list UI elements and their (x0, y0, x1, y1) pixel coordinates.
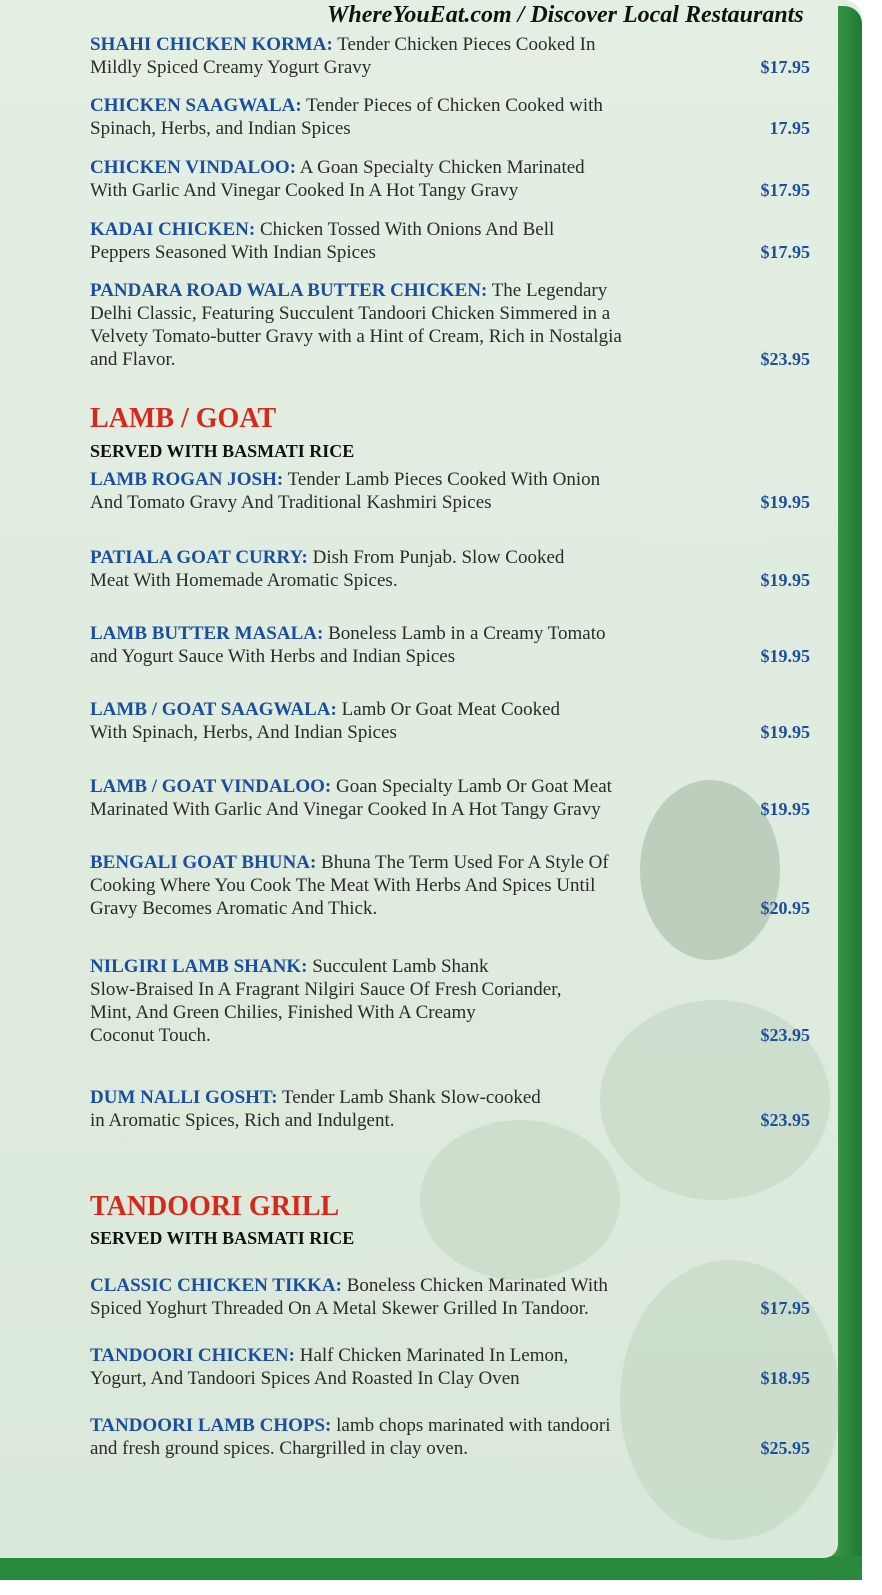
item-text (90, 1344, 710, 1390)
item-price: $23.95 (760, 1025, 810, 1045)
menu-item (90, 698, 810, 744)
item-description: Tender Pieces of Chicken Cooked with Spinach, Herbs, and Indian Spices (90, 95, 603, 139)
item-name: LAMB / GOAT SAAGWALA: (90, 699, 337, 720)
item-name: CHICKEN SAAGWALA: (90, 95, 302, 116)
item-description: Succulent Lamb Shank Slow-Braised In A Fragrant Nilgiri Sauce Of Fresh Coriander, Mint, And Green Chilies, Finished With A Creamy Coconut Touch. (90, 956, 562, 1046)
item-name: LAMB ROGAN JOSH: (90, 469, 284, 490)
menu-item (90, 546, 810, 592)
section-title: LAMB / GOAT (90, 403, 277, 434)
menu-item (90, 775, 810, 821)
menu-item (90, 156, 810, 202)
item-price: 17.95 (769, 118, 810, 138)
item-price: $17.95 (760, 57, 810, 77)
section-title: TANDOORI GRILL (90, 1191, 340, 1222)
section-subtitle: SERVED WITH BASMATI RICE (90, 1228, 355, 1248)
item-name: LAMB / GOAT VINDALOO: (90, 776, 332, 797)
item-price: $19.95 (760, 799, 810, 819)
item-description: Boneless Lamb in a Creamy Tomato and Yogurt Sauce With Herbs and Indian Spices (90, 623, 606, 667)
item-price: $20.95 (760, 898, 810, 918)
item-name: CHICKEN VINDALOO: (90, 157, 297, 178)
item-text (90, 1414, 710, 1460)
item-description: Bhuna The Term Used For A Style Of Cooking Where You Cook The Meat With Herbs And Spices Until Gravy Becomes Aromatic And Thick. (90, 852, 609, 919)
item-text (90, 94, 710, 140)
item-text (90, 218, 710, 264)
item-price: $19.95 (760, 492, 810, 512)
green-border-bottom (0, 1556, 862, 1580)
item-price: $23.95 (760, 349, 810, 369)
menu-item (90, 468, 810, 514)
item-text (90, 622, 710, 668)
menu-item (90, 622, 810, 668)
item-name: PATIALA GOAT CURRY: (90, 547, 308, 568)
menu-item (90, 218, 810, 264)
item-name: DUM NALLI GOSHT: (90, 1087, 278, 1108)
item-price: $19.95 (760, 722, 810, 742)
item-name: KADAI CHICKEN: (90, 219, 256, 240)
menu-item (90, 955, 810, 1047)
item-text (90, 955, 710, 1047)
item-name: LAMB BUTTER MASALA: (90, 623, 324, 644)
item-description: Half Chicken Marinated In Lemon, Yogurt, And Tandoori Spices And Roasted In Clay Oven (90, 1345, 569, 1389)
item-description: Tender Chicken Pieces Cooked In Mildly Spiced Creamy Yogurt Gravy (90, 34, 596, 78)
item-description: Tender Lamb Pieces Cooked With Onion And Tomato Gravy And Traditional Kashmiri Spices (90, 469, 601, 513)
item-description: Goan Specialty Lamb Or Goat Meat Marinated With Garlic And Vinegar Cooked In A Hot Tangy Gravy (90, 776, 612, 820)
item-name: TANDOORI CHICKEN: (90, 1345, 295, 1366)
item-description: Lamb Or Goat Meat Cooked With Spinach, Herbs, And Indian Spices (90, 699, 561, 743)
decorative-leaf (420, 1120, 620, 1280)
menu-item (90, 279, 810, 371)
item-description: Chicken Tossed With Onions And Bell Peppers Seasoned With Indian Spices (90, 219, 555, 263)
menu-item (90, 1274, 810, 1320)
section-subtitle: SERVED WITH BASMATI RICE (90, 441, 355, 461)
menu-item (90, 1086, 810, 1132)
item-text (90, 546, 710, 592)
menu-item (90, 851, 810, 920)
item-text (90, 698, 710, 744)
item-description: Boneless Chicken Marinated With Spiced Yoghurt Threaded On A Metal Skewer Grilled In Tandoor. (90, 1275, 608, 1319)
item-description: Tender Lamb Shank Slow-cooked in Aromatic Spices, Rich and Indulgent. (90, 1087, 541, 1131)
watermark: WhereYouEat.com / Discover Local Restaurants (327, 2, 804, 28)
item-price: $18.95 (760, 1368, 810, 1388)
item-price: $23.95 (760, 1110, 810, 1130)
item-text (90, 775, 710, 821)
menu-item (90, 1344, 810, 1390)
item-name: BENGALI GOAT BHUNA: (90, 852, 317, 873)
item-name: NILGIRI LAMB SHANK: (90, 956, 308, 977)
item-text (90, 1086, 710, 1132)
item-text (90, 33, 710, 79)
item-price: $17.95 (760, 242, 810, 262)
item-description: A Goan Specialty Chicken Marinated With Garlic And Vinegar Cooked In A Hot Tangy Gravy (90, 157, 585, 201)
item-description: The Legendary Delhi Classic, Featuring Succulent Tandoori Chicken Simmered in a Velvety Tomato-butter Gravy with a Hint of Cream, Rich in Nostalgia and Flavor. (90, 280, 622, 370)
item-description: lamb chops marinated with tandoori and fresh ground spices. Chargrilled in clay oven. (90, 1415, 611, 1459)
menu-item (90, 94, 810, 140)
item-price: $17.95 (760, 180, 810, 200)
item-price: $17.95 (760, 1298, 810, 1318)
item-text (90, 279, 710, 371)
item-name: SHAHI CHICKEN KORMA: (90, 34, 333, 55)
item-text (90, 468, 710, 514)
item-name: PANDARA ROAD WALA BUTTER CHICKEN: (90, 280, 488, 301)
item-text (90, 1274, 710, 1320)
item-price: $19.95 (760, 646, 810, 666)
item-price: $25.95 (760, 1438, 810, 1458)
item-text (90, 851, 710, 920)
item-text (90, 156, 710, 202)
item-description: Dish From Punjab. Slow Cooked Meat With Homemade Aromatic Spices. (90, 547, 565, 591)
item-name: CLASSIC CHICKEN TIKKA: (90, 1275, 342, 1296)
item-name: TANDOORI LAMB CHOPS: (90, 1415, 332, 1436)
menu-item (90, 1414, 810, 1460)
item-price: $19.95 (760, 570, 810, 590)
menu-item (90, 33, 810, 79)
